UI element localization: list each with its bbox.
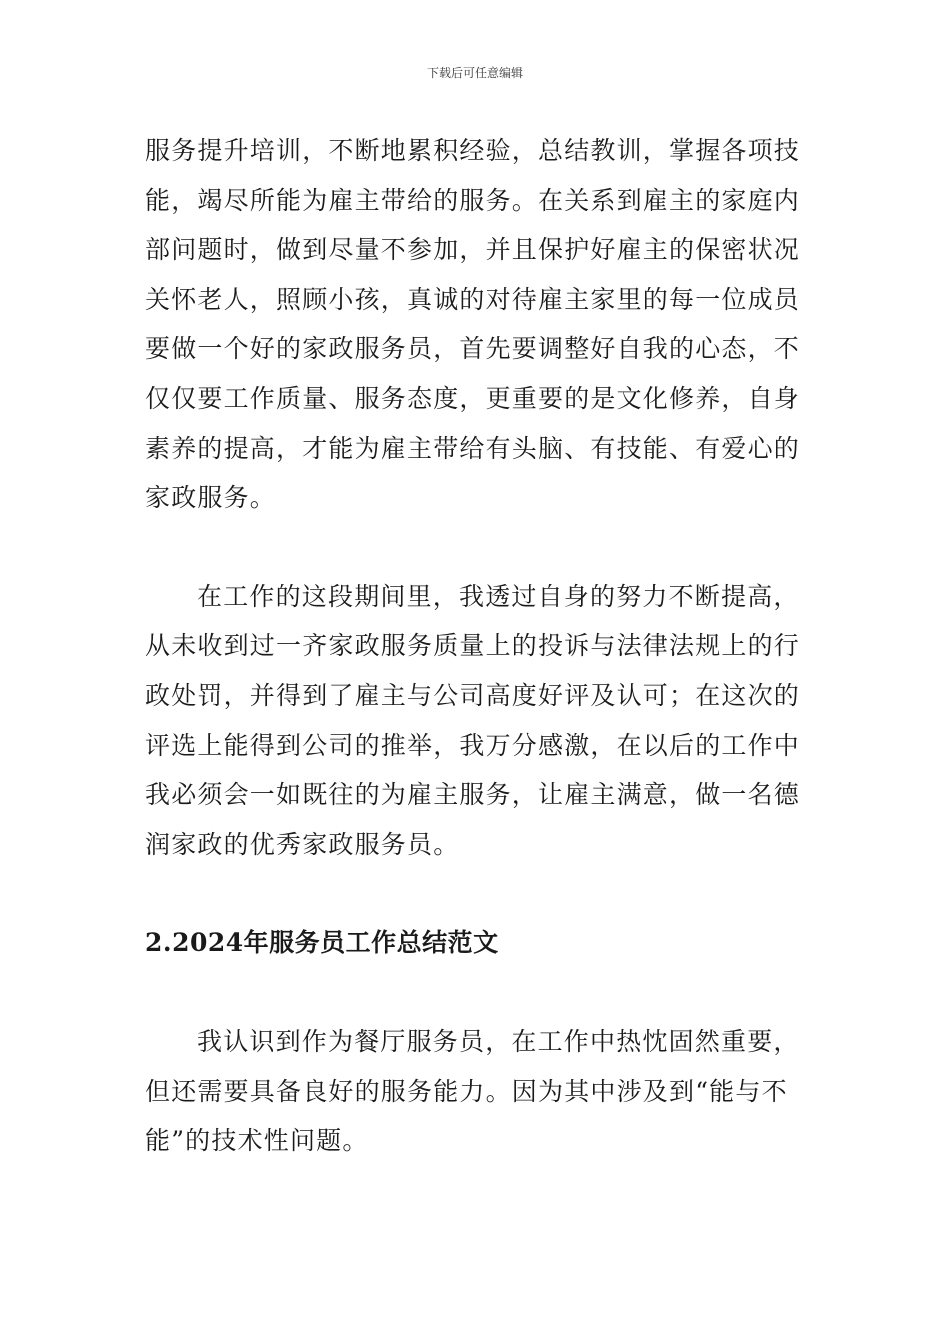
paragraph-line: 关怀老人，照顾小孩，真诚的对待雇主家里的每一位成员 xyxy=(145,284,801,314)
paragraph-line: 我认识到作为餐厅服务员，在工作中热忱固然重要， xyxy=(197,1026,800,1056)
paragraph-line: 在工作的这段期间里，我透过自身的努力不断提高， xyxy=(197,581,800,611)
paragraph-2 xyxy=(145,572,807,870)
paragraph-line: 能，竭尽所能为雇主带给的服务。在关系到雇主的家庭内 xyxy=(145,185,801,215)
paragraph-line: 家政服务。 xyxy=(145,483,277,513)
paragraph-line: 政处罚，并得到了雇主与公司高度好评及认可；在这次的 xyxy=(145,680,801,710)
paragraph-line: 仅仅要工作质量、服务态度，更重要的是文化修养，自身 xyxy=(145,383,801,413)
page-header-note: 下载后可任意编辑 xyxy=(426,66,523,80)
paragraph-spacer xyxy=(145,523,807,572)
paragraph-line: 能”的技术性问题。 xyxy=(145,1126,369,1156)
paragraph-line: 从未收到过一齐家政服务质量上的投诉与法律法规上的行 xyxy=(145,631,801,661)
paragraph-spacer xyxy=(145,869,807,918)
paragraph-line: 我必须会一如既往的为雇主服务，让雇主满意，做一名德 xyxy=(145,780,801,810)
paragraph-3 xyxy=(145,1017,807,1166)
paragraph-line: 要做一个好的家政服务员，首先要调整好自我的心态，不 xyxy=(145,334,801,364)
paragraph-spacer xyxy=(145,968,807,1017)
document-body xyxy=(145,126,807,1166)
paragraph-1 xyxy=(145,126,807,523)
paragraph-line: 但还需要具备良好的服务能力。因为其中涉及到“能与不 xyxy=(145,1076,788,1106)
paragraph-line: 服务提升培训，不断地累积经验，总结教训，掌握各项技 xyxy=(145,136,801,165)
paragraph-line: 评选上能得到公司的推举，我万分感激，在以后的工作中 xyxy=(145,730,801,760)
paragraph-line: 素养的提高，才能为雇主带给有头脑、有技能、有爱心的 xyxy=(145,433,801,463)
paragraph-line: 部问题时，做到尽量不参加，并且保护好雇主的保密状况 xyxy=(145,235,801,265)
section-heading: 2.2024年服务员工作总结范文 xyxy=(145,928,499,958)
paragraph-line: 润家政的优秀家政服务员。 xyxy=(145,829,460,859)
